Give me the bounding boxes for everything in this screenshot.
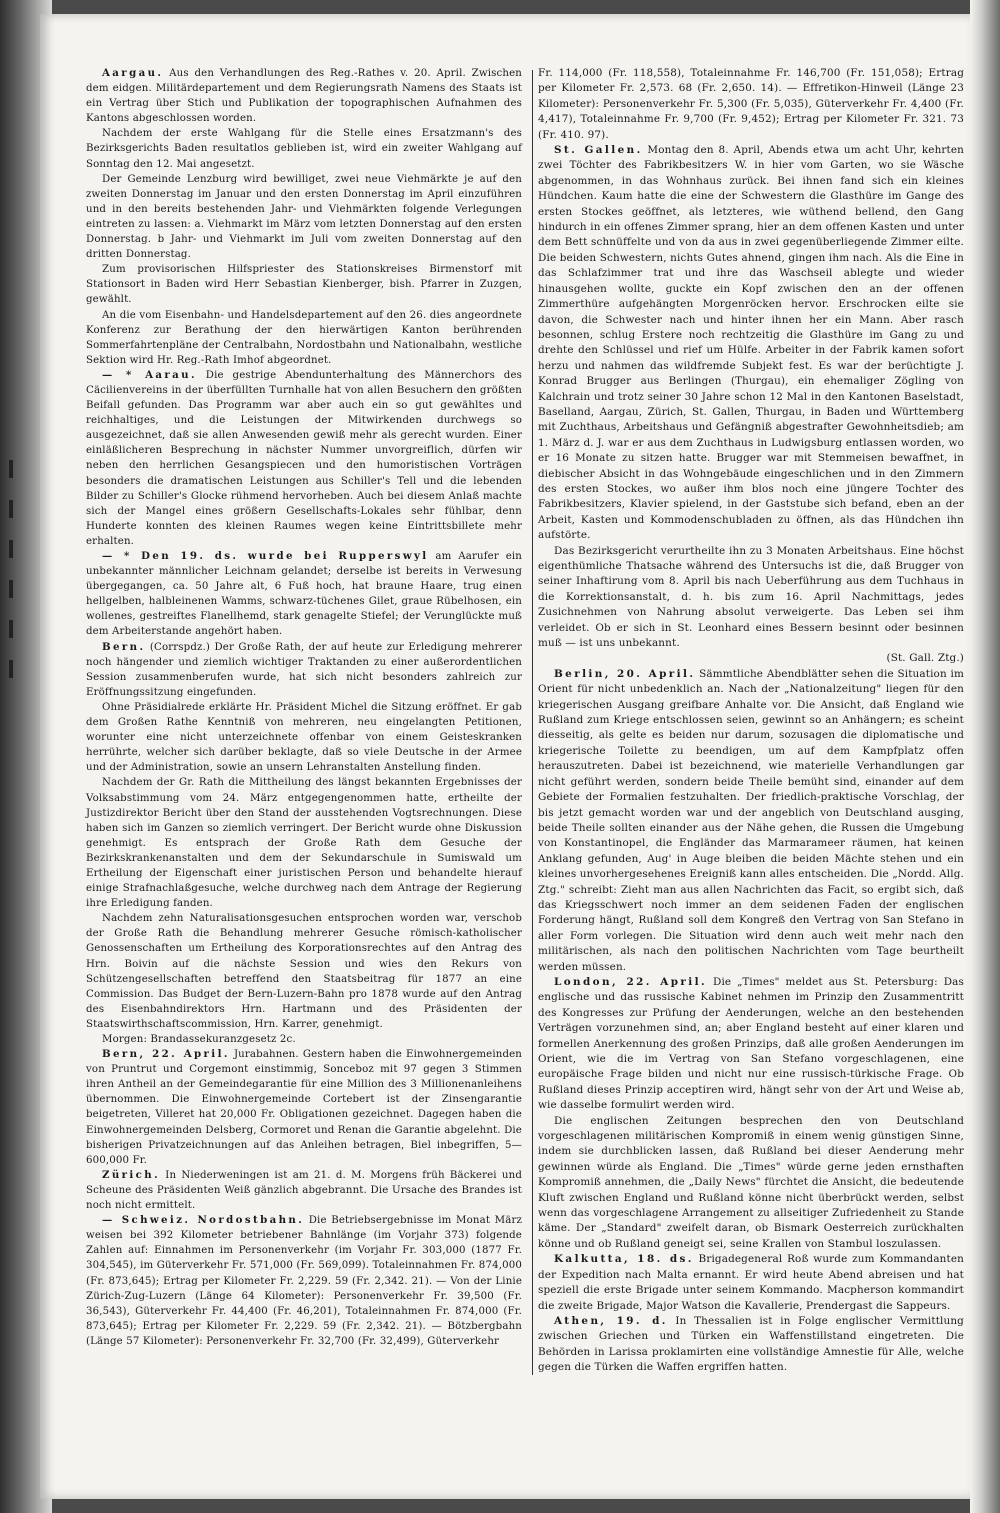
right-column [538, 66, 964, 1376]
dateline: Bern, 22. April. [102, 1048, 230, 1061]
source-credit: (St. Gall. Ztg.) [886, 652, 964, 665]
article-paragraph [538, 544, 964, 652]
paragraph-text: Die „Times" meldet aus St. Petersburg: Das englische und das russische Kabinet nehmen im Prinzip den Zusammentritt des Kongresses zur Prüfung der Aenderungen, welche an den bestehenden Verträgen vorzunehmen sind, an; aber England besteht auf einer klaren und formellen Anerkennung des großen Prinzips, daß alle großen Aenderungen im Orient, wie die im Vertrag von San Stefano vorgeschlagenen, eine europäische Frage bilden und nicht nur eine russisch-türkische Frage. Ob Rußland dieses Prinzip acceptiren wird, hängt sehr von der Art und Weise ab, wie dasselbe formulirt werden wird. [538, 975, 965, 1112]
paragraph-text: An die vom Eisenbahn- und Handelsdepartement auf den 26. dies angeordnete Konferenz zur Berathung der den hierwärtigen Kanton berührenden Sommerfahrtenpläne der Centralbahn, Nordostbahn und Nationalbahn, westliche Sektion wird Hr. Reg.-Rath Imhof abgeordnet. [86, 309, 522, 366]
article-paragraph [86, 700, 522, 775]
paragraph-text: In Niederweningen ist am 21. d. M. Morgens früh Bäckerei und Scheune des Präsidenten Weiß gänzlich abgebrannt. Die Ursache des Brandes ist noch nicht ermittelt. [86, 1169, 523, 1212]
article-paragraph [86, 775, 522, 911]
article-paragraph [86, 308, 522, 368]
paragraph-text: Sämmtliche Abendblätter sehen die Situation im Orient für nicht unbedenklich an. Nach der „Nationalzeitung" liegen für den kriegerischen Ausgang greifbare Anhalte vor. Die Ansicht, daß England wie Rußland zum Kriege entschlossen seien, gewinnt so an Anhängern; es scheint diesseitig, als gelte es beiden nur darum, sozusagen die diplomatische und kriegerische Toilette zu beendigen, um auf dem Kampfplatz offen herauszutreten. Dabei ist bezeichnend, wie materielle Verhandlungen gar nicht geführt werden, sondern beide Theile bemüht sind, einander auf dem Gebiete der Formalien festzuhalten. Der friedlich-praktische Vorschlag, der bis jetzt gemacht worden war und der angeblich von Deutschland ausging, beide Theile sollten einander aus der Nähe gehen, die Russen die Umgebung von Konstantinopel, die Engländer das Marmarameer räumen, hat keinen Anklang gefunden, Aug' in Auge bleiben die beiden Mächte stehen und ein kleines unvorhergesehenes Ereigniß kann alles entscheiden. Die „Nordd. Allg. Ztg." schreibt: Zieht man aus allen Nachrichten das Facit, so ergibt sich, daß das Kriegsschwert noch immer an dem seidenen Faden der englischen Forderung hängt, Rußland soll dem Kongreß den Vertrag von San Stefano in aller Form vorlegen. Die Situation wird denn auch weit mehr nach den militärischen, als nach den politischen Nachrichten vom Tage beurtheilt werden müssen. [538, 667, 965, 973]
paragraph-text: Ohne Präsidialrede erklärte Hr. Präsident Michel die Sitzung eröffnet. Er gab dem Großen Rathe Kenntniß von mehreren, neu eingelangten Petitionen, worunter eine nicht unterzeichnete offenbar von einem Geisteskranken herrührte, welcher sich darüber beklagte, daß so viele Deutsche in der Armee und der Administration, sowie an unsern Lehranstalten Anstellung finden. [86, 701, 522, 774]
paragraph-text: In Thessalien ist in Folge englischer Vermittlung zwischen Griechen und Türken ein Waffenstillstand eingetreten. Die Behörden in Larissa proklamirten eine vollständige Amnestie für Alle, welche gegen die Türken die Waffen ergriffen hatten. [538, 1314, 964, 1374]
column-rule [532, 70, 533, 1375]
article-paragraph [538, 1114, 964, 1253]
scan-shadow [970, 0, 1000, 1513]
paragraph-text: Der Gemeinde Lenzburg wird bewilliget, zwei neue Viehmärkte je auf den zweiten Donnerstag im Januar und den ersten Donnerstag im April einzuführen und in den bereits bestehenden Jahr- und Viehmärkten folgende Verlegungen eintreten zu lassen: a. Viehmarkt im März vom letzten Donnerstag auf den ersten Donnerstag. b Jahr- und Viehmarkt im Juli vom zweiten Donnerstag auf den dritten Donnerstag. [86, 173, 522, 261]
article-paragraph [86, 1032, 522, 1047]
paragraph-text: Nachdem zehn Naturalisationsgesuchen entsprochen worden war, verschob der Große Rath die Behandlung mehrerer Gesuche römisch-katholischer Genossenschaften um Ertheilung des Korporationsrechtes auf den Antrag des Hrn. Boivin auf die nächste Session und wies den Rekurs von Schützengesellschaften betreffend den Staatsbeitrag für 1877 an eine Commission. Das Budget der Bern-Luzern-Bahn pro 1878 wurde auf den Antrag des Eisenbahndirektors Hrn. Hartmann und des Präsidenten der Staatswirthschaftscommission, Hrn. Karrer, genehmigt. [86, 913, 522, 1030]
article-paragraph [86, 911, 522, 1032]
article-paragraph [538, 66, 964, 143]
paragraph-text: Jurabahnen. Gestern haben die Einwohnergemeinden von Pruntrut und Corgemont einstimmig, Sonceboz mit 97 gegen 3 Stimmen ihren Antheil an der Gemeindegarantie für eine Million des 3 Millionenanleihens übernommen. Die Einwohnergemeinde Cortebert ist der Zinsengarantie beigetreten, Villeret hat 20,000 Fr. Obligationen gezeichnet. Dagegen haben die Einwohnergemeinden Delsberg, Cormoret und Renan die Garantie abgelehnt. Die bisherigen Privatzeichnungen auf das Anleihen betragen, Biel inbegriffen, 5—600,000 Fr. [86, 1049, 523, 1166]
paragraph-text: Fr. 114,000 (Fr. 118,558), Totaleinnahme Fr. 146,700 (Fr. 151,058); Ertrag per Kilometer Fr. 2,573. 68 (Fr. 2,650. 14). — Effretikon-Hinweil (Länge 23 Kilometer): Personenverkehr Fr. 5,300 (Fr. 5,035), Güterverkehr Fr. 4,400 (Fr. 4,417), Totaleinnahme Fr. 9,700 (Fr. 9,452); Ertrag per Kilometer Fr. 321. 73 (Fr. 410. 97). [538, 67, 964, 141]
dateline: Berlin, 20. April. [554, 667, 696, 680]
paragraph-text: Aus den Verhandlungen des Reg.-Rathes v. 20. April. Zwischen dem eidgen. Militärdepartement und dem Regierungsrath Namens des Staats ist ein Vertrag über Stich und Publikation der topographischen Aufnahmen des Kantons abgeschlossen worden. [86, 68, 522, 125]
dateline: — Schweiz. Nordostbahn. [102, 1214, 305, 1227]
binding-marks [6, 460, 16, 720]
paragraph-text: Brigadegeneral Roß wurde zum Kommandanten der Expedition nach Malta ernannt. Er wird heute Abend abreisen und hat speziell die erste Brigade unter seinem Kommando. Macpherson kommandirt die zweite Brigade, Major Watson die Kavallerie, Prendergast die Sappeurs. [538, 1253, 964, 1312]
article-paragraph [86, 1047, 522, 1168]
paragraph-text: am Aarufer ein unbekannter männlicher Leichnam gelandet; derselbe ist bereits in Verwesung übergegangen, ca. 50 Jahre alt, 6 Fuß hoch, hat braune Haare, trug einen hellgelben, halbleinenen Wamms, schwarz-tüchenes Gilet, graue Rübelhosen, ein wollenes, gestreiftes Flanellhemd, stark genagelte Stiefel; der Verunglückte muß dem Arbeiterstande angehört haben. [86, 551, 522, 638]
article-paragraph [538, 1314, 964, 1376]
dateline: Bern. [102, 640, 146, 653]
dateline: — * Aarau. [102, 368, 197, 381]
left-column [86, 66, 522, 1349]
dateline: Athen, 19. d. [554, 1314, 668, 1327]
article-paragraph [538, 1252, 964, 1314]
article-paragraph [86, 1168, 522, 1213]
paragraph-text: (Corrspdz.) Der Große Rath, der auf heute zur Erledigung mehrerer noch hängender und ziemlich wichtiger Traktanden zu einer außerordentlichen Session zusammenberufen wurde, hat sich nicht besonders zahlreich zur Eröffnungssitzung eingefunden. [86, 641, 523, 698]
article-paragraph [86, 262, 522, 307]
article-paragraph [86, 172, 522, 263]
dateline: Zürich. [102, 1168, 161, 1181]
article-paragraph [86, 640, 522, 700]
paragraph-text: Die gestrige Abendunterhaltung des Männerchors des Cäcilienvereins in der überfüllten Turnhalle hat von allen Besuchern den größten Beifall gefunden. Das Programm war aber auch ein so gut gewähltes und reichhaltiges, und die Leistungen der Mitwirkenden durchwegs so ausgezeichnet, daß sie allen Anwesenden gewiß mehr als gerecht wurden. Einer einläßlicheren Besprechung in nächster Nummer unvorgreiflich, dürfen wir neben den herrlichen Gesangspiecen und den humoristischen Vorträgen besonders die dramatischen Leistungen aus Schiller's Tell und die lebenden Bilder zu Schiller's Glocke rühmend hervorheben. Auch bei diesem Anlaß machte sich der Mangel eines größern Gesellschafts-Lokales sehr fühlbar, denn Hunderte konnten des kleinen Raumes wegen keine Eintrittsbillete mehr erhalten. [86, 369, 523, 547]
paragraph-text: Nachdem der erste Wahlgang für die Stelle eines Ersatzmann's des Bezirksgerichts Baden resultatlos geblieben ist, wird ein zweiter Wahlgang auf Sonntag den 12. Mai angesetzt. [86, 128, 522, 170]
article-paragraph [86, 368, 522, 549]
article-paragraph [538, 667, 964, 975]
article-paragraph [86, 126, 522, 171]
paragraph-text: Die Betriebsergebnisse im Monat März weisen bei 392 Kilometer betriebener Bahnlänge (im Vorjahr 373) folgende Zahlen auf: Einnahmen im Personenverkehr (im Vorjahr Fr. 303,000 (1877 Fr. 304,545), im Güterverkehr Fr. 571,000 (Fr. 569,099). Totaleinnahmen Fr. 874,000 (Fr. 873,645); Ertrag per Kilometer Fr. 2,229. 59 (Fr. 2,342. 21). — Von der Linie Zürich-Zug-Luzern (Länge 64 Kilometer): Personenverkehr Fr. 39,500 (Fr. 36,543), Güterverkehr Fr. 44,400 (Fr. 46,201), Totaleinnahmen Fr. 874,000 (Fr. 873,645); Ertrag per Kilometer Fr. 2,229. 59 (Fr. 2,342. 21). — Bötzbergbahn (Länge 57 Kilometer): Personenverkehr Fr. 32,700 (Fr. 32,499), Güterverkehr [86, 1215, 522, 1347]
dateline: St. Gallen. [554, 144, 643, 157]
paragraph-text: Zum provisorischen Hilfspriester des Stationskreises Birmenstorf mit Stationsort in Baden wird Herr Sebastian Kienberger, bish. Pfarrer in Zuzgen, gewählt. [86, 264, 522, 306]
dateline: — * Den 19. ds. wurde bei Rupperswyl [102, 550, 429, 562]
article-paragraph [538, 143, 964, 544]
article-paragraph [538, 651, 964, 666]
article-paragraph [86, 549, 522, 640]
paragraph-text: Die englischen Zeitungen besprechen den von Deutschland vorgeschlagenen militärischen Kompromiß in einem wenig günstigen Sinne, indem sie durchblicken lassen, daß Rußland bei dieser Aenderung mehr gewinnen würde als England. Die „Times" würde gerne jeden ernsthaften Kompromiß annehmen, die „Daily News" fürchtet die Ansicht, die bedeutende Kluft zwischen England und Rußland könne nicht überbrückt werden, selbst wenn das vorgeschlagene Arrangement zu allseitiger Zufriedenheit zu Stande käme. Der „Standard" zweifelt daran, ob Bismark Oesterreich zurückhalten könne und ob Rußland geneigt sei, seine Krallen von Stambul loszulassen. [538, 1114, 964, 1250]
paragraph-text: Morgen: Brandassekuranzgesetz 2c. [102, 1034, 296, 1045]
article-paragraph [538, 975, 964, 1114]
article-paragraph [86, 1213, 522, 1349]
paragraph-text: Montag den 8. April, Abends etwa um acht Uhr, kehrten zwei Töchter des Fabrikbesitzers W. in hier vom Garten, wo sie Wäsche abgenommen, in das Wohnhaus zurück. Bei ihnen fand sich ein kleines Hündchen. Kaum hatte die eine der Schwestern die Glasthüre im Gange des ersten Stockes geöffnet, als letzteres, wie wüthend bellend, den Gang hindurch in ein offenes Zimmer sprang, hier an dem offenen Kasten und unter dem Bett schnüffelte und von da aus in zwei gegenüberliegende Zimmer eilte. Die beiden Schwestern, nichts Gutes ahnend, gingen ihm nach. Als die Eine in das Schlafzimmer trat und ihre das Waschseil ablegte und wieder hinausgehen wollte, guckte ein Kopf zwischen den an der offenen Zimmerthüre aufgehängten Morgenröcken hervor. Erschrocken eilte sie davon, die Schwester nach und hinter ihnen her ein Mann. Aber rasch besonnen, schlug Erstere noch rechtzeitig die Glasthüre im Gang zu und drehte den Schlüssel und rief um Hülfe. Arbeiter in der Fabrik kamen sofort herzu und nahmen das wildfremde Subjekt fest. Es war der berüchtigte J. Konrad Brugger aus Berlingen (Thurgau), ein ehemaliger Zögling von Kalchrain und trotz seiner 30 Jahre schon 12 Mal in den Kantonen Baselstadt, Baselland, Aargau, Zürich, St. Gallen, Thurgau, in Baden und Württemberg mit Zuchthaus, Arbeitshaus und Gefängniß abgestrafter Gewohnheitsdieb; am 1. März d. J. war er aus dem Zuchthaus in Ludwigsburg entlassen worden, wo er 16 Monate zu sitzen hatte. Brugger war mit Stemmeisen bewaffnet, in diebischer Absicht in das Wohngebäude eingeschlichen und in den Zimmern des ersten Stockes, wo außer ihm blos noch eine jüngere Tochter des Fabrikbesitzers, Klavier spielend, in der Gaststube sich befand, eben an der Arbeit, Kasten und Kommodenschubladen zu öffnen, als das Hündchen ihn aufstörte. [538, 144, 964, 542]
dateline: Aargau. [102, 67, 164, 79]
paragraph-text: Nachdem der Gr. Rath die Mittheilung des längst bekannten Ergebnisses der Volksabstimmung vom 24. März entgegengenommen hatte, ertheilte der Justizdirektor Bericht über den Stand der ausstehenden Vogtsrechnungen. Diese haben sich im Ganzen so ziemlich verringert. Der Bericht wurde ohne Diskussion genehmigt. Es entsprach der Große Rath dem Gesuche der Bezirkskrankenanstalten und dem der Sekundarschule in Sumiswald um Ertheilung der Eigenschaft einer juristischen Person und behandelte hierauf einige Strafnachlaßgesuche, welche durchweg nach dem Antrage der Regierung ihre Erledigung fanden. [86, 777, 522, 910]
paragraph-text: Das Bezirksgericht verurtheilte ihn zu 3 Monaten Arbeitshaus. Eine höchst eigenthümliche Thatsache während des Untersuchs ist die, daß Brugger von seiner Inhaftirung vom 8. April bis nach Ueberführung aus dem Tuchhaus in die Korrektionsanstalt, d. h. bis zum 16. April Nachmittags, jedes Zusichnehmen von Nahrung absolut verweigerte. Das Leben sei ihm verleidet. Ob er sich in St. Leonhard eines Bessern besinnt oder besinnen muß — ist uns unbekannt. [538, 544, 964, 650]
dateline: Kalkutta, 18. ds. [554, 1253, 694, 1266]
article-paragraph [86, 66, 522, 126]
dateline: London, 22. April. [554, 975, 707, 988]
